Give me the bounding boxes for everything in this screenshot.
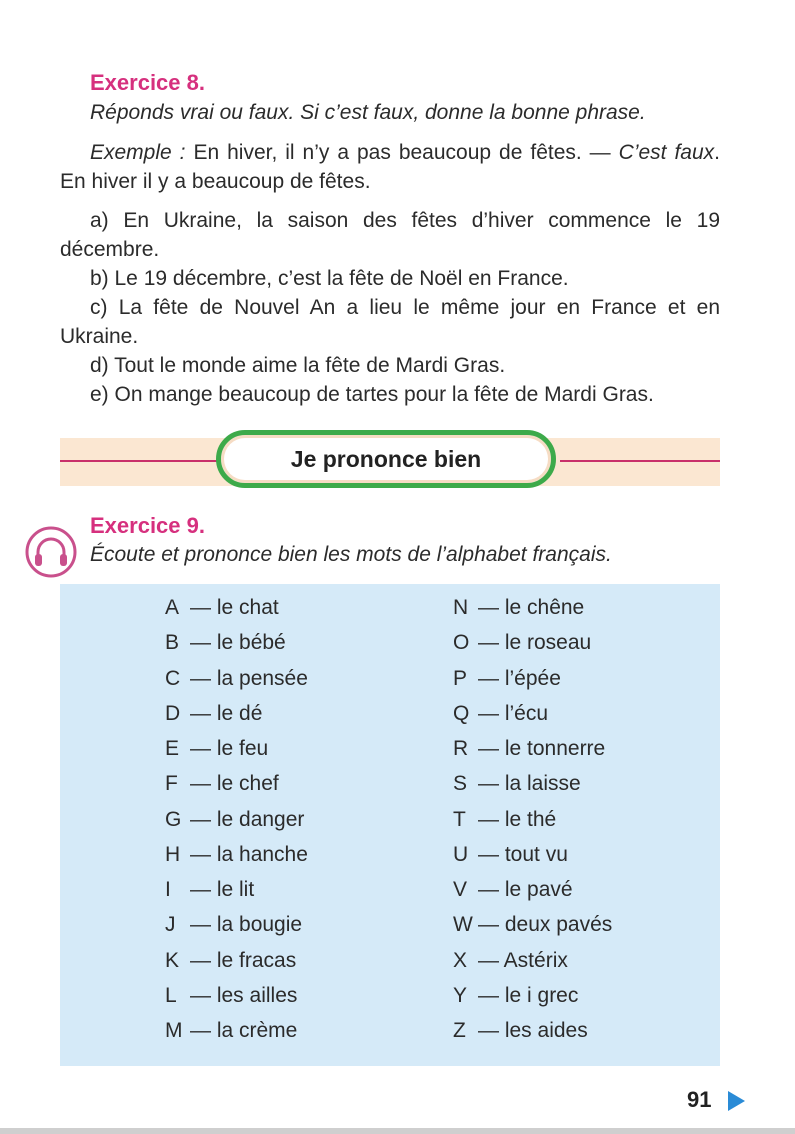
alphabet-row-left <box>165 625 308 660</box>
alphabet-column-left <box>165 590 308 1048</box>
alphabet-word: — les ailles <box>190 983 298 1007</box>
alphabet-word: — le pavé <box>478 878 573 901</box>
section-banner <box>60 438 720 486</box>
alphabet-letter: Z <box>453 1019 466 1042</box>
alphabet-row-right <box>453 766 612 801</box>
alphabet-row-right <box>453 978 612 1013</box>
alphabet-letter: K <box>165 948 180 972</box>
alphabet-word: — le chêne <box>478 596 585 619</box>
alphabet-row-right <box>453 625 612 660</box>
alphabet-letter: J <box>165 913 176 937</box>
alphabet-row-left <box>165 731 308 766</box>
alphabet-letter: A <box>165 596 180 619</box>
alphabet-letter: N <box>453 596 469 619</box>
bottom-bar <box>0 1128 795 1134</box>
alphabet-row-left <box>165 766 308 801</box>
exercise8-item-c: c) La fête de Nouvel An a lieu le même jour en France et en Ukraine. <box>60 296 720 348</box>
alphabet-letter: G <box>165 807 182 831</box>
exercise8-item-d: d) Tout le monde aime la fête de Mardi Gras. <box>90 354 506 377</box>
alphabet-letter: Q <box>453 701 470 725</box>
section-title: Je prononce bien <box>290 445 482 472</box>
alphabet-word: — le dé <box>190 701 263 725</box>
next-arrow-icon[interactable] <box>726 1090 746 1112</box>
alphabet-row-right <box>453 907 612 942</box>
alphabet-letter: O <box>453 631 470 655</box>
alphabet-letter: P <box>453 666 468 690</box>
alphabet-letter: R <box>453 737 469 760</box>
alphabet-word: — la crème <box>190 1019 298 1042</box>
banner-line-left <box>60 460 220 462</box>
alphabet-row-left <box>165 696 308 731</box>
alphabet-word: — le tonnerre <box>478 737 606 760</box>
exercise8-instruction: Réponds vrai ou faux. Si c’est faux, donne la bonne phrase. <box>90 101 646 124</box>
alphabet-word: — le thé <box>478 807 557 831</box>
alphabet-row-left <box>165 872 308 907</box>
alphabet-letter: X <box>453 948 468 972</box>
alphabet-letter: U <box>453 842 469 866</box>
alphabet-letter: I <box>165 878 171 901</box>
alphabet-word: — le fracas <box>190 948 297 972</box>
alphabet-box <box>60 584 720 1066</box>
example-answer-rest: . En hiver il y a beaucoup de fêtes. <box>60 141 720 193</box>
example-answer-italic: C’est faux <box>618 141 715 164</box>
alphabet-word: — le bébé <box>190 631 286 655</box>
exercise8-example <box>60 138 720 196</box>
alphabet-row-right <box>453 943 612 978</box>
alphabet-row-left <box>165 978 308 1013</box>
alphabet-row-right <box>453 590 612 625</box>
exercise9-title: Exercice 9. <box>90 513 205 538</box>
alphabet-word: — le feu <box>190 737 269 760</box>
exercise8-item-a: a) En Ukraine, la saison des fêtes d’hiver commence le 19 décembre. <box>60 209 720 261</box>
exercise8-item-e: e) On mange beaucoup de tartes pour la fête de Mardi Gras. <box>90 383 654 406</box>
alphabet-word: — les aides <box>478 1019 588 1042</box>
alphabet-word: — tout vu <box>478 842 568 866</box>
alphabet-letter: F <box>165 772 178 796</box>
alphabet-row-right <box>453 872 612 907</box>
alphabet-row-right <box>453 1013 612 1048</box>
alphabet-row-right <box>453 661 612 696</box>
alphabet-word: — l’écu <box>478 701 549 725</box>
alphabet-letter: L <box>165 983 177 1007</box>
alphabet-letter: V <box>453 878 468 901</box>
alphabet-letter: C <box>165 666 181 690</box>
alphabet-row-right <box>453 802 612 837</box>
exercise8-item-b: b) Le 19 décembre, c’est la fête de Noël en France. <box>90 267 569 290</box>
alphabet-word: — deux pavés <box>478 913 613 937</box>
banner-line-right <box>560 460 720 462</box>
alphabet-word: — le i grec <box>478 983 579 1007</box>
alphabet-letter: M <box>165 1019 183 1042</box>
alphabet-row-left <box>165 943 308 978</box>
alphabet-row-right <box>453 731 612 766</box>
alphabet-word: — la laisse <box>478 772 581 796</box>
headphones-icon[interactable] <box>24 525 78 579</box>
alphabet-row-left <box>165 907 308 942</box>
alphabet-letter: W <box>453 913 473 937</box>
alphabet-word: — l’épée <box>478 666 561 690</box>
section-pill <box>216 430 556 488</box>
alphabet-word: — Astérix <box>478 948 568 972</box>
alphabet-word: — le lit <box>190 878 255 901</box>
alphabet-word: — le chat <box>190 596 279 619</box>
alphabet-row-right <box>453 696 612 731</box>
example-label: Exemple : <box>90 141 186 164</box>
alphabet-letter: Y <box>453 983 468 1007</box>
alphabet-word: — la hanche <box>190 842 308 866</box>
alphabet-row-right <box>453 837 612 872</box>
alphabet-letter: E <box>165 737 180 760</box>
alphabet-row-left <box>165 1013 308 1048</box>
alphabet-letter: B <box>165 631 180 655</box>
example-statement: En hiver, il n’y a pas beaucoup de fêtes. — <box>185 141 619 164</box>
exercise8-title: Exercice 8. <box>90 70 205 95</box>
alphabet-word: — le roseau <box>478 631 592 655</box>
alphabet-letter: H <box>165 842 181 866</box>
alphabet-letter: D <box>165 701 181 725</box>
alphabet-word: — la pensée <box>190 666 308 690</box>
alphabet-letter: S <box>453 772 468 796</box>
page-number: 91 <box>687 1087 712 1112</box>
alphabet-column-right <box>453 590 612 1048</box>
exercise9-instruction: Écoute et prononce bien les mots de l’alphabet français. <box>90 543 612 566</box>
alphabet-row-left <box>165 802 308 837</box>
alphabet-row-left <box>165 590 308 625</box>
alphabet-word: — le danger <box>190 807 305 831</box>
alphabet-letter: T <box>453 807 466 831</box>
alphabet-row-left <box>165 837 308 872</box>
alphabet-row-left <box>165 661 308 696</box>
alphabet-word: — la bougie <box>190 913 303 937</box>
alphabet-word: — le chef <box>190 772 279 796</box>
